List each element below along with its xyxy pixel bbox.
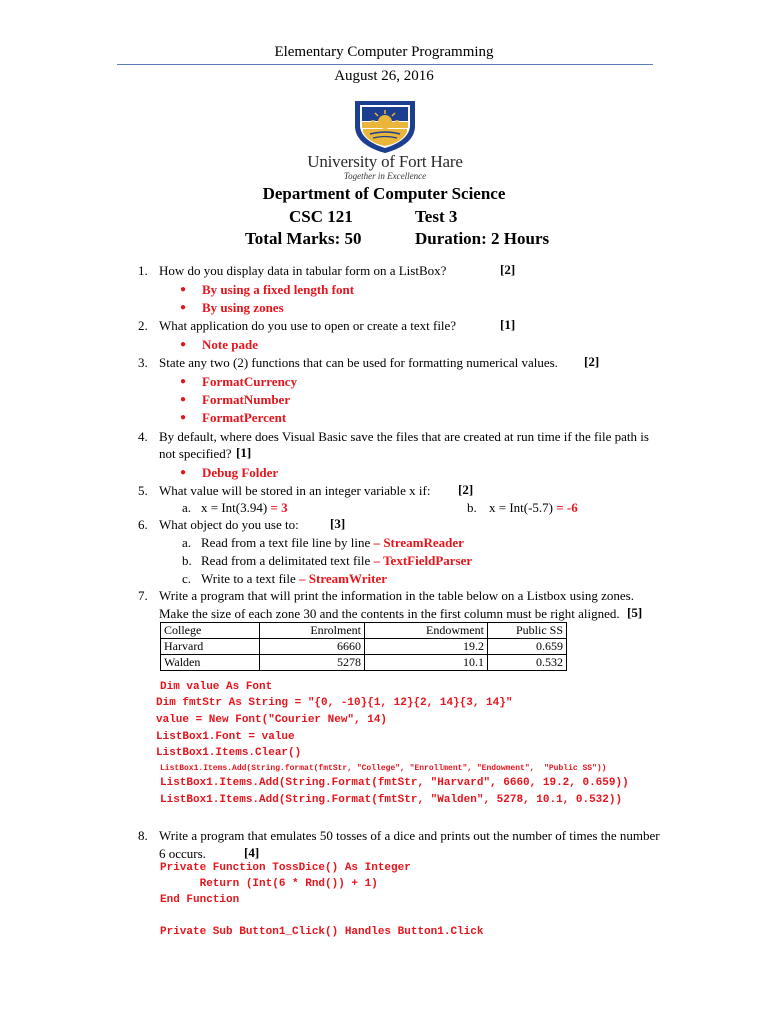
table-cell: 19.2 — [365, 639, 488, 655]
table-cell: 10.1 — [365, 655, 488, 671]
course-code: CSC 121 — [289, 207, 353, 226]
bullet-icon: ● — [180, 394, 187, 405]
table-row — [161, 655, 567, 671]
code-line: ListBox1.Items.Add(String.Format(fmtStr, "Harvard", 6660, 19.2, 0.659)) — [160, 777, 629, 789]
university-name: University of Fort Hare — [307, 152, 463, 171]
table-cell: 0.659 — [488, 639, 567, 655]
duration: Duration: 2 Hours — [415, 229, 550, 248]
table-row — [161, 639, 567, 655]
bullet-icon: ● — [180, 376, 187, 387]
question-text: How do you display data in tabular form on a ListBox? — [159, 263, 447, 278]
university-motto: Together in Excellence — [343, 171, 427, 181]
question-mark: [1] — [236, 445, 252, 460]
question-text: State any two (2) functions that can be used for formatting numerical values. — [159, 355, 558, 370]
question-mark: [1] — [500, 317, 516, 332]
table-cell: Harvard — [161, 639, 260, 655]
question-number: 3. — [138, 355, 148, 370]
code-line: ListBox1.Font = value — [156, 731, 295, 743]
test-name: Test 3 — [415, 207, 458, 226]
table-cell: Walden — [161, 655, 260, 671]
question-number: 2. — [138, 318, 148, 333]
bullet-icon: ● — [180, 467, 187, 478]
question-text: not specified? — [159, 446, 232, 461]
question-mark: [2] — [458, 482, 474, 497]
table-header-cell: Enrolment — [260, 623, 365, 639]
total-marks: Total Marks: 50 — [245, 229, 362, 248]
question-mark: [4] — [244, 845, 260, 860]
bullet-icon: ● — [180, 284, 187, 295]
code-line: ListBox1.Items.Add(String.Format(fmtStr, "Walden", 5278, 10.1, 0.532)) — [160, 794, 623, 806]
code-line: Dim fmtStr As String = "{0, -10}{1, 12}{2, 14}{3, 14}" — [156, 697, 513, 709]
question-text: Write a program that will print the information in the table below on a Listbox using zones. — [159, 588, 634, 603]
header-divider — [117, 64, 653, 65]
bullet-icon: ● — [180, 339, 187, 350]
shield-crest-icon — [300, 96, 470, 154]
code-line: Private Function TossDice() As Integer — [160, 862, 411, 874]
table-header-row — [161, 623, 567, 639]
question-number: 1. — [138, 263, 148, 278]
table-header-cell: Endowment — [365, 623, 488, 639]
header-date: August 26, 2016 — [334, 68, 434, 84]
question-number: 4. — [138, 429, 148, 444]
code-line: Dim value As Font — [160, 681, 273, 693]
question-number: 5. — [138, 483, 148, 498]
bullet-icon: ● — [180, 302, 187, 313]
question-text: What application do you use to open or create a text file? — [159, 318, 457, 333]
code-line: Return (Int(6 * Rnd()) + 1) — [160, 878, 378, 890]
question-mark: [5] — [627, 605, 643, 620]
table-header-cell: College — [161, 623, 260, 639]
code-line: End Function — [160, 894, 240, 906]
college-table — [160, 622, 567, 671]
question-text: 6 occurs. — [159, 846, 206, 861]
department-title: Department of Computer Science — [262, 184, 506, 203]
table-cell: 6660 — [260, 639, 365, 655]
bullet-icon: ● — [180, 412, 187, 423]
question-text: What value will be stored in an integer variable x if: — [159, 483, 431, 498]
exam-page: Elementary Computer Programming August 26, 2016 University of Fort Hare Together in Excellence Department of Computer Science CSC 121 Test 3 Total Marks: 50 Duration: 2 Hours 1. How do you display data in tabular form on a ListBox? [2] ● By using a fixed length font ● By using zones 2. What application do you use to open or create a text file? [1] ● Note pade 3. State any two (2) functions that can be used for formatting numerical values. [2] ● FormatCurrency ● FormatNumber ● FormatPercent 4. By default, where does Visual Basic save the files that are created at run time if the file path is not specified? [1] ● Debug Folder 5. What value will be stored in an integer variable x if: [2] a. x = Int(3.94) = 3 b. x = Int(-5.7) = -6 6. What object do you use to: [3] a. Read from a text file line by line – StreamReader b. Read from a delimitated text file – TextFieldParser c. Write to a text file – StreamWriter 7. Write a program that will print the information in the table below on a Listbox using zones. Make the size of each zone 30 and the contents in the first column must be right aligned. [5] College Enrolment Endowment Public SS Harvard 6660 19.2 0.659 Walden 5278 10.1 0.532 Dim value As Font Dim fmtStr As String = "{0, -10}{1, 12}{2, 14}{3, 14}" value = New Font("Courier New", 14) ListBox1.Font = value ListBox1.Items.Clear() ListBox1.Items.Add(String.format(fmtStr, "College", "Enrollment", "Endowment", "Public SS")) ListBox1.Items.Add(String.Format(fmtStr, "Harvard", 6660, 19.2, 0.659)) ListBox1.Items.Add(String.Format(fmtStr, "Walden", 5278, 10.1, 0.532)) 8. Write a program that emulates 50 tosses of a dice and prints out the number of times the number 6 occurs. [4] Private Function TossDice() As Integer Return (Int(6 * Rnd()) + 1) End Function Private Sub Button1_Click() Handles Button1.Click — [0, 0, 768, 1024]
table-cell: 0.532 — [488, 655, 567, 671]
code-line: ListBox1.Items.Clear() — [156, 747, 302, 759]
question-number: 8. — [138, 828, 148, 843]
question-text: Make the size of each zone 30 and the contents in the first column must be right aligned. — [159, 606, 620, 621]
question-text: Write a program that emulates 50 tosses of a dice and prints out the number of times the number — [159, 828, 660, 843]
question-number: 7. — [138, 588, 148, 603]
question-mark: [2] — [500, 262, 516, 277]
question-mark: [2] — [584, 354, 600, 369]
code-line: value = New Font("Courier New", 14) — [156, 714, 388, 726]
question-text: By default, where does Visual Basic save the files that are created at run time if the file path is — [159, 429, 649, 444]
code-line: Private Sub Button1_Click() Handles Button1.Click — [160, 926, 484, 938]
code-line: ListBox1.Items.Add(String.format(fmtStr, "College", "Enrollment", "Endowment", "Public SS")) — [160, 764, 607, 773]
table-header-cell: Public SS — [488, 623, 567, 639]
header-title: Elementary Computer Programming — [274, 44, 494, 60]
question-mark: [3] — [330, 516, 346, 531]
question-number: 6. — [138, 517, 148, 532]
question-text: What object do you use to: — [159, 517, 299, 532]
table-cell: 5278 — [260, 655, 365, 671]
university-logo — [300, 96, 470, 184]
